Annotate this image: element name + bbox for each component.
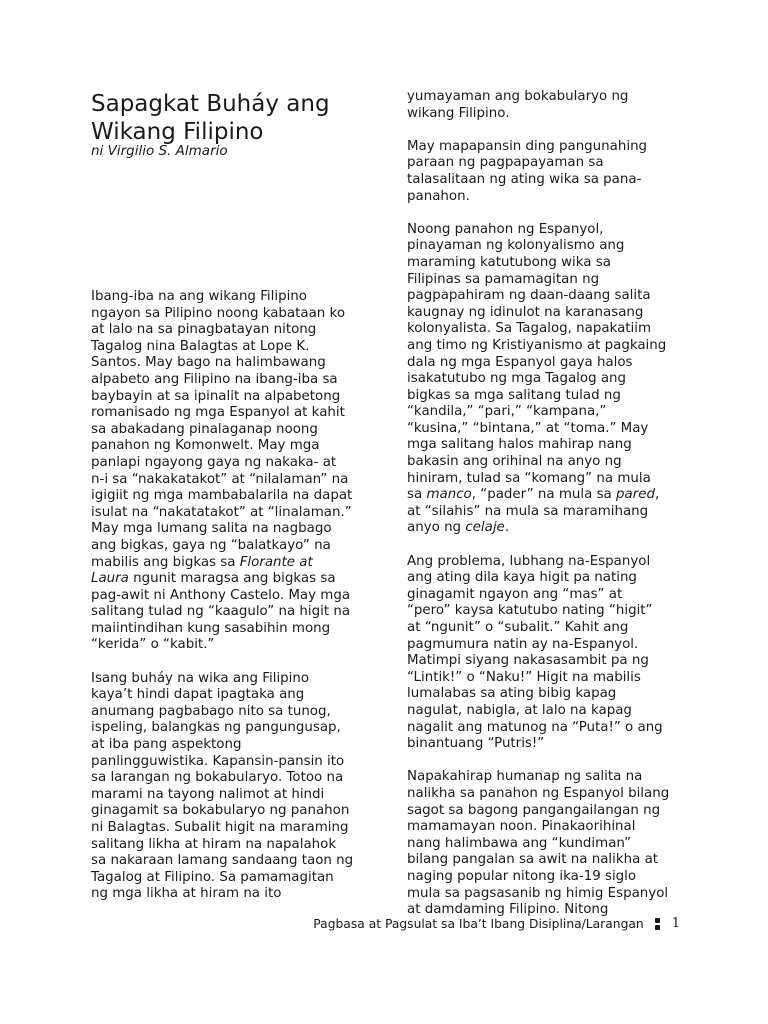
left-column — [91, 289, 376, 920]
text-segment: Napakahirap humanap ng salita na nalikha sa panahon ng Espanyol bilang sagot sa bagong pangangailangan ng mamamayan noon. Pinakaorihinal nang halimbawa ang “kundiman” bilang pangalan sa awit na nalikha at naging popular nitong ika-19 siglo mula sa pagsasanib ng himig Espanyol at damdaming Filipino. Nitong — [407, 769, 670, 918]
footer-text: Pagbasa at Pagsulat sa Iba’t Ibang Disiplina/Larangan — [313, 916, 644, 931]
text-segment: Isang buháy na wika ang Filipino kaya’t hindi dapat ipagtaka ang anumang pagbabago nito sa tunog, ispeling, balangkas ng pangungusap, at iba pang aspektong panlingguwistika. Kapansin-pansin ito sa larangan ng bokabularyo. Totoo na marami na tayong nalimot at hindi ginagamit sa bokabularyo ng panahon ni Balagtas. Subalit higit na maraming salitang likha at hiram na napalahok sa nakaraan lamang sandaang taon ng Tagalog at Filipino. Sa pamamagitan ng mga likha at hiram na ito — [91, 670, 354, 902]
text-segment: . — [504, 520, 510, 536]
text-segment: Ibang-iba na ang wikang Filipino ngayon sa Pilipino noong kabataan ko at lalo na sa pinagbatayan nitong Tagalog nina Balagtas at Lope K. Santos. May bago na halimbawang alpabeto ang Filipino na ibang-iba sa baybayin at sa ipinalit na alpabetong romanisado ng mga Espanyol at kahit sa abakadang pinalaganap noong panahon ng Komonwelt. May mga panlapi ngayong gaya ng nakaka- at n-i sa “nakakatakot” at “nilalaman” na igigiit ng mga mambabalarila na dapat isulat na “nakatatakot” at “linalaman.” May mga lumang salita na nagbago ang bigkas, gaya ng “balatkayo” na mabilis ang bigkas sa — [91, 289, 353, 570]
italic-text: celaje — [465, 520, 505, 536]
paragraph — [407, 222, 692, 537]
paragraph — [407, 139, 692, 205]
italic-text: Florante at Laura — [91, 554, 313, 587]
right-column — [407, 89, 692, 935]
paragraph — [407, 89, 692, 122]
page-footer — [300, 916, 680, 931]
separator-bullet-icon — [654, 918, 662, 930]
text-segment: ngunit maragsa ang bigkas sa pag-awit ni Anthony Castelo. May mga salitang tulad ng “kaagulo” na higit na maiintindihan kung sasabihin mong “kerida” o “kabit.” — [91, 571, 351, 653]
paragraph — [91, 671, 376, 903]
italic-text: pared — [616, 487, 655, 503]
paragraph — [91, 289, 376, 654]
text-segment: Noong panahon ng Espanyol, pinayaman ng kolonyalismo ang maraming katutubong wika sa Filipinas sa pamamagitan ng pagpapahiram ng daan-daang salita kaugnay ng idinulot na karanasang kolonyalista. Sa Tagalog, napakatiim ang timo ng Kristiyanismo at pagkaing dala ng mga Espanyol gaya halos isakatutubo ng mga Tagalog ang bigkas sa mga salitang tulad ng “kandila,” “pari,” “kampana,” “kusina,” “bintana,” at “toma.” May mga salitang halos mahirap nang bakasin ang orihinal na anyo ng hiniram, tulad sa “komang” na mula sa — [407, 221, 667, 503]
paragraph — [407, 554, 692, 753]
page-number: 1 — [671, 916, 680, 931]
italic-text: manco — [426, 487, 472, 503]
text-segment: yumayaman ang bokabularyo ng wikang Filipino. — [407, 89, 629, 121]
paragraph — [407, 769, 692, 918]
text-segment: , at “silahis” na mula sa maramihang anyo ng — [407, 487, 660, 536]
text-segment: May mapapansin ding pangunahing paraan ng pagpapayaman sa talasalitaan ng ating wika sa pana- panahon. — [407, 138, 648, 204]
author-byline: ni Virgilio S. Almario — [91, 143, 228, 159]
document-title: Sapagkat Buháy ang Wikang Filipino — [91, 91, 330, 145]
text-segment: Ang problema, lubhang na-Espanyol ang ating dila kaya higit pa nating ginagamit ngayon ang “mas” at “pero” kaysa katutubo nating “higit” at “ngunit” o “subalit.” Kahit ang pagmumura natin ay na-Espanyol. Matimpi siyang nakasasambit pa ng “Lintik!” o “Naku!” Higit na mabilis lumalabas sa ating bibig kapag nagulat, nabigla, at lalo na kapag nagalit ang matunog na “Puta!” o ang binantuang “Putris!” — [407, 553, 663, 752]
text-segment: , “pader” na mula sa — [471, 487, 617, 503]
